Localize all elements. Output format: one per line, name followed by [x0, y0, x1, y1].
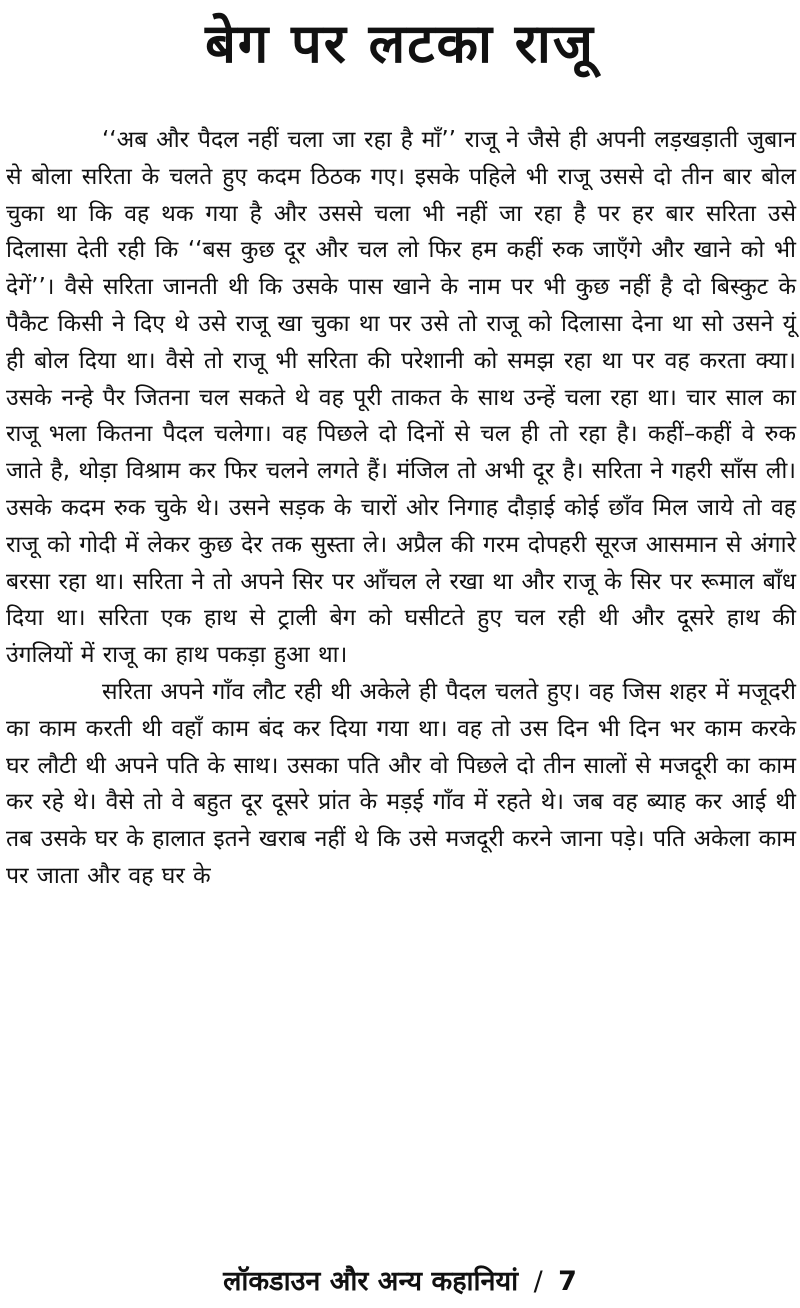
paragraph-1-text: ‘‘अब और पैदल नहीं चला जा रहा है माँ’’ राजू ने जैसे ही अपनी लड़खड़ाती जुबान से बोला सरिता के चलते हुए कदम ठिठक गए। इसके पहिले भी राजू उससे दो तीन बार बोल चुका था कि वह थक गया है और उससे चला भी नहीं जा रहा है पर हर बार सरिता उसे दिलासा देती रही कि ‘‘बस कुछ दूर और चल लो फिर हम कहीं रुक जाएँगे और खाने को भी देगें’’। वैसे सरिता जानती थी कि उसके पास खाने के नाम पर भी कुछ नहीं है दो बिस्कुट के पैकैट किसी ने दिए थे उसे राजू खा चुका था पर उसे तो राजू को दिलासा देना था सो उसने यूं ही बोल दिया था। वैसे तो राजू भी सरिता की परेशानी को समझ रहा था पर वह करता क्या। उसके नन्हे पैर जितना चल सकते थे वह पूरी ताकत के साथ उन्हें चला रहा था। चार साल का राजू भला कितना पैदल चलेगा। वह पिछले दो दिनों से चल ही तो रहा है। कहीं–कहीं वे रुक जाते है, थोड़ा विश्राम कर फिर चलने लगते हैं। मंजिल तो अभी दूर है। सरिता ने गहरी साँस ली। उसके कदम रुक चुके थे। उसने सड़क के चारों ओर निगाह दौड़ाई कोई छाँव मिल जाये तो वह राजू को गोदी में लेकर कुछ देर तक सुस्ता ले। अप्रैल की गरम दोपहरी सूरज आसमान से अंगारे बरसा रहा था। सरिता ने तो अपने सिर पर आँचल ले रखा था और राजू के सिर पर रूमाल बाँध दिया था। सरिता एक हाथ से ट्राली बेग को घसीटते हुए चल रही थी और दूसरे हाथ की उंगलियों में राजू का हाथ पकड़ा हुआ था। — [6, 127, 796, 669]
story-title: बेग पर लटका राजू — [205, 12, 595, 75]
book-title: लॉकडाउन और अन्य कहानियां — [223, 1266, 519, 1297]
paragraph-1 — [6, 122, 796, 674]
paragraph-2 — [6, 674, 796, 895]
page-footer — [0, 1262, 800, 1302]
paragraph-2-text: सरिता अपने गाँव लौट रही थी अकेले ही पैदल चलते हुए। वह जिस शहर में मजूदरी का काम करती थी वहाँ काम बंद कर दिया गया था। वह तो उस दिन भी दिन भर काम करके घर लौटी थी अपने पति के साथ। उसका पति और वो पिछले दो तीन सालों से मजदूरी का काम कर रहे थे। वैसे तो वे बहुत दूर दूसरे प्रांत के मड़ई गाँव में रहते थे। जब वह ब्याह कर आई थी तब उसके घर के हालात इतने खराब नहीं थे कि उसे मजदूरी करने जाना पड़े। पति अकेला काम पर जाता और वह घर के — [6, 678, 796, 889]
story-body — [6, 122, 796, 895]
footer-separator: / — [533, 1266, 543, 1297]
page-number: 7 — [558, 1266, 577, 1297]
